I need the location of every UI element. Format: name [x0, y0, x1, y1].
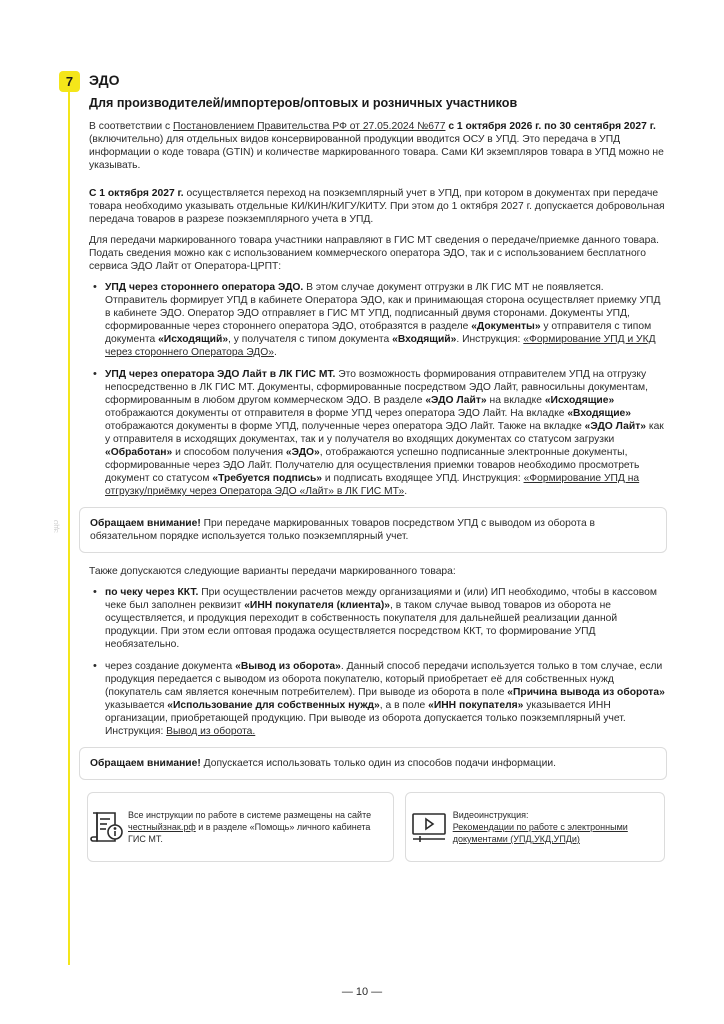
section-accent-line	[68, 92, 70, 965]
decree-link[interactable]: Постановлением Правительства РФ от 27.05.2024 №677	[172, 121, 446, 132]
list-item-withdrawal: • через создание документа «Вывод из оборота». Данный способ передачи используется только в том случае, если продукция передается с выводом из оборота покупателю, который приобретает её для собственных нужд (покупатель сам является конечным потребителем). При выводе из оборота в поле «Причина вывода из оборота» указывается «Использование для собственных нужд», а в поле «ИНН покупателя» указывается ИНН организации, приобретающей продукцию. При выводе из оборота допускается только поэкземплярный учет. Инструкция: Вывод из оборота.	[89, 660, 667, 738]
video-instruction-card	[405, 792, 665, 862]
list-item-edo-lite: • УПД через оператора ЭДО Лайт в ЛК ГИС МТ. Это возможность формирования отправителем УПД на отгрузку непосредственно в ЛК ГИС МТ. Документы, сформированные посредством ЭДО Лайт, равносильны документам, сформированным в любом другом коммерческом ЭДО. В разделе «ЭДО Лайт» на вкладке «Исходящие» отображаются документы от отправителя в форме УПД через оператора ЭДО Лайт. На вкладке «Входящие» отображаются документы в форме УПД, полученные через оператора ЭДО Лайт. Также на вкладке «ЭДО Лайт» как у отправителя в исходящих документах, так и у получателя во входящих документах со статусом загрузки «Обработан» и способом получения «ЭДО», отображаются успешно подписанные электронные документы, сформированные через ЭДО Лайт. Получателю для осуществления приемки товаров необходимо просмотреть документ со статусом «Требуется подпись» и подписать входящее УПД. Инструкция: «Формирование УПД на отгрузку/приёмку через Оператора ЭДО «Лайт» в ЛК ГИС МТ».	[89, 368, 667, 498]
paragraph-transition: С 1 октября 2027 г. осуществляется переход на поэкземплярный учет в УПД, при котором в документах при передаче товара необходимо указывать отдельные КИ/КИН/КИГУ/КИТУ. При этом до 1 октября 2027 г. допускается добровольная передача товаров в разрезе поэкземплярного учета в УПД.	[89, 188, 665, 225]
main-content	[89, 96, 667, 862]
instructions-card: Все инструкции по работе в системе размещены на сайте честныйзнак.рф и в разделе «Помощь» личного кабинета ГИС МТ.	[87, 792, 394, 862]
video-label: Видеоинструкция:	[452, 810, 529, 820]
paragraph-alternatives: Также допускаются следующие варианты передачи маркированного товара:	[89, 566, 456, 577]
instruction-link-withdrawal[interactable]: Вывод из оборота.	[166, 726, 256, 737]
section-subtitle: Для производителей/импортеров/оптовых и розничных участников	[89, 96, 518, 110]
section-title: ЭДО	[89, 72, 120, 88]
page-number: — 10 —	[341, 986, 383, 998]
section-number-badge: 7	[59, 71, 80, 92]
list-item-third-party-edo: • УПД через стороннего оператора ЭДО. В этом случае документ отгрузки в ЛК ГИС МТ не появляется. Отправитель формирует УПД в кабинете Оператора ЭДО, как и принимающая сторона осуществляет приемку УПД в кабинете ЭДО. Оператор ЭДО отправляет в ГИС МТ УПД, подписанный двумя сторонами. Документы УПД, сформированные через стороннего оператора ЭДО, отобразятся в разделе «Документы» у отправителя с типом документа «Исходящий», у получателя с типом документа «Входящий». Инструкция: «Формирование УПД и УКД через стороннего Оператора ЭДО».	[89, 281, 667, 359]
instruction-link-edo-lite[interactable]: «Формирование УПД на отгрузку/приёмку через Оператора ЭДО «Лайт» в ЛК ГИС МТ»	[105, 473, 640, 497]
paragraph-options: Для передачи маркированного товара участники направляют в ГИС МТ сведения о передаче/приемке данного товара. Подать сведения можно как с использованием коммерческого оператора ЭДО, так и с использованием бесплатного сервиса ЭДО Лайт от Оператора-ЦРПТ:	[89, 235, 659, 272]
alternatives-list	[89, 586, 667, 738]
document-info-icon	[88, 807, 128, 847]
attention-note-2: Обращаем внимание! Допускается использовать только один из способов подачи информации.	[79, 747, 667, 780]
site-link[interactable]: честныйзнак.рф	[128, 822, 196, 832]
instruction-link-third-party[interactable]: «Формирование УПД и УКД через стороннего Оператора ЭДО»	[105, 334, 656, 358]
paragraph-intro: В соответствии с Постановлением Правительства РФ от 27.05.2024 №677 с 1 октября 2026 г. по 30 сентября 2027 г. (включительно) для отдельных видов консервированной продукции вводится ОСУ в УПД. Это передача в УПД информации о коде товара (GTIN) и количестве маркированного товара. Сами КИ экземпляров товара в УПД можно не указывать.	[89, 121, 664, 171]
list-item-kkt: • по чеку через ККТ. При осуществлении расчетов между организациями и (или) ИП необходимо, чтобы в кассовом чеке был заполнен реквизит «ИНН покупателя (клиента)», в таком случае вывод товаров из оборота не осуществляется, и продукция переходит в собственность покупателя для дальнейшей реализации данной продукции. При этом если оптовая продажа осуществляется посредством ККТ, то формирование УПД необязательно.	[89, 586, 667, 651]
info-cards	[87, 792, 667, 862]
attention-note-1: Обращаем внимание! При передаче маркированных товаров посредством УПД с выводом из оборота в обязательном порядке используется только поэкземплярный учет.	[79, 507, 667, 553]
video-link[interactable]: Рекомендации по работе с электронными документами (УПД,УКД,УПДи)	[452, 822, 628, 844]
video-icon	[406, 809, 453, 845]
side-mark: ЭДО	[54, 520, 60, 533]
edo-options-list	[89, 281, 667, 498]
